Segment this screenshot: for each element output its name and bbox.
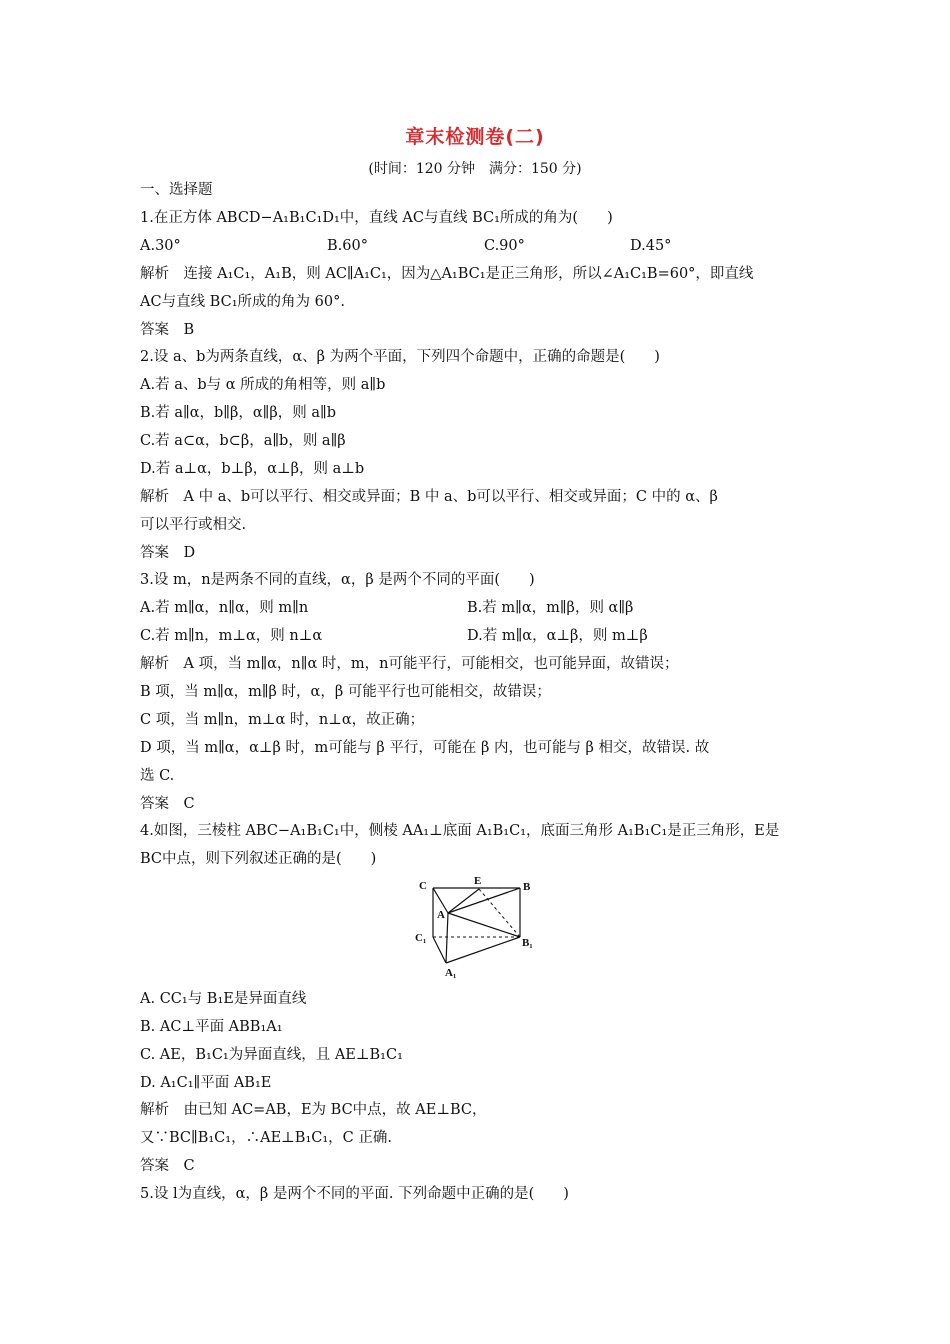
prism-figure bbox=[405, 868, 555, 983]
question-3-option-d: D.若 m∥α，α⊥β，则 m⊥β bbox=[467, 628, 648, 644]
question-1-option-a: A.30° bbox=[140, 238, 181, 254]
question-4-option-b: B. AC⊥平面 ABB₁A₁ bbox=[140, 1019, 283, 1035]
question-4-option-c: C. AE，B₁C₁为异面直线，且 AE⊥B₁C₁ bbox=[140, 1047, 403, 1063]
label-b: B bbox=[523, 881, 531, 893]
label-a1: A₁ bbox=[445, 967, 457, 979]
label-e: E bbox=[474, 875, 482, 887]
question-3-stem: 3.设 m，n是两条不同的直线，α，β 是两个不同的平面( ) bbox=[140, 572, 535, 588]
question-3-analysis-b: B 项，当 m∥α，m∥β 时，α，β 可能平行也可能相交，故错误； bbox=[140, 684, 551, 700]
question-1-analysis-cont: AC与直线 BC₁所成的角为 60°. bbox=[140, 294, 345, 310]
section-heading: 一、选择题 bbox=[140, 182, 213, 198]
page-title: 章末检测卷(二) bbox=[405, 126, 545, 148]
question-1-option-c: C.90° bbox=[484, 238, 525, 254]
exam-info: (时间：120 分钟 满分：150 分) bbox=[368, 161, 582, 177]
question-3-analysis: 解析 A 项，当 m∥α，n∥α 时，m，n可能平行，可能相交，也可能异面，故错误； bbox=[140, 656, 679, 672]
question-2-answer: 答案 D bbox=[140, 545, 196, 561]
question-5-stem: 5.设 l为直线，α，β 是两个不同的平面. 下列命题中正确的是( ) bbox=[140, 1186, 569, 1202]
question-3-analysis-end: 选 C. bbox=[140, 768, 175, 784]
label-c1: C₁ bbox=[415, 932, 427, 944]
question-4-option-d: D. A₁C₁∥平面 AB₁E bbox=[140, 1075, 272, 1091]
question-2-option-c: C.若 a⊂α，b⊂β，a∥b，则 a∥β bbox=[140, 433, 346, 449]
question-2-stem: 2.设 a、b为两条直线，α、β 为两个平面，下列四个命题中，正确的命题是( ) bbox=[140, 349, 660, 365]
question-1-answer: 答案 B bbox=[140, 322, 195, 338]
question-4-option-a: A. CC₁与 B₁E是异面直线 bbox=[140, 991, 307, 1007]
question-3-option-c: C.若 m∥n，m⊥α，则 n⊥α bbox=[140, 628, 323, 644]
question-2-analysis-cont: 可以平行或相交. bbox=[140, 517, 247, 533]
question-1-option-d: D.45° bbox=[630, 238, 672, 254]
question-3-option-a: A.若 m∥α，n∥α，则 m∥n bbox=[140, 600, 309, 616]
question-3-option-b: B.若 m∥α，m∥β，则 α∥β bbox=[467, 600, 634, 616]
question-2-option-d: D.若 a⊥α，b⊥β，α⊥β，则 a⊥b bbox=[140, 461, 365, 477]
question-4-answer: 答案 C bbox=[140, 1158, 195, 1174]
question-1-option-b: B.60° bbox=[327, 238, 368, 254]
question-3-analysis-d: D 项，当 m∥α，α⊥β 时，m可能与 β 平行，可能在 β 内，也可能与 β 相交，故错误. 故 bbox=[140, 740, 710, 756]
label-c: C bbox=[419, 880, 427, 892]
question-4-analysis-cont: 又∵BC∥B₁C₁，∴AE⊥B₁C₁，C 正确. bbox=[140, 1130, 392, 1146]
question-4-stem: 4.如图，三棱柱 ABC−A₁B₁C₁中，侧棱 AA₁⊥底面 A₁B₁C₁，底面三角形 A₁B₁C₁是正三角形，E是 bbox=[140, 823, 780, 839]
question-4-stem-cont: BC中点，则下列叙述正确的是( ) bbox=[140, 851, 377, 867]
label-a: A bbox=[437, 909, 445, 921]
question-2-option-a: A.若 a、b与 α 所成的角相等，则 a∥b bbox=[140, 377, 386, 393]
question-1-analysis: 解析 连接 A₁C₁，A₁B，则 AC∥A₁C₁，因为△A₁BC₁是正三角形，所以∠A₁C₁B=60°，即直线 bbox=[140, 266, 754, 282]
question-3-analysis-c: C 项，当 m∥n，m⊥α 时，n⊥α，故正确； bbox=[140, 712, 425, 728]
question-2-analysis: 解析 A 中 a、b可以平行、相交或异面；B 中 a、b可以平行、相交或异面；C 中的 α、β bbox=[140, 489, 718, 505]
label-b1: B₁ bbox=[522, 937, 533, 949]
question-1-stem: 1.在正方体 ABCD−A₁B₁C₁D₁中，直线 AC与直线 BC₁所成的角为( ) bbox=[140, 210, 613, 226]
question-4-analysis: 解析 由已知 AC=AB，E为 BC中点，故 AE⊥BC， bbox=[140, 1102, 487, 1118]
question-3-answer: 答案 C bbox=[140, 796, 195, 812]
question-2-option-b: B.若 a∥α，b∥β，α∥β，则 a∥b bbox=[140, 405, 336, 421]
